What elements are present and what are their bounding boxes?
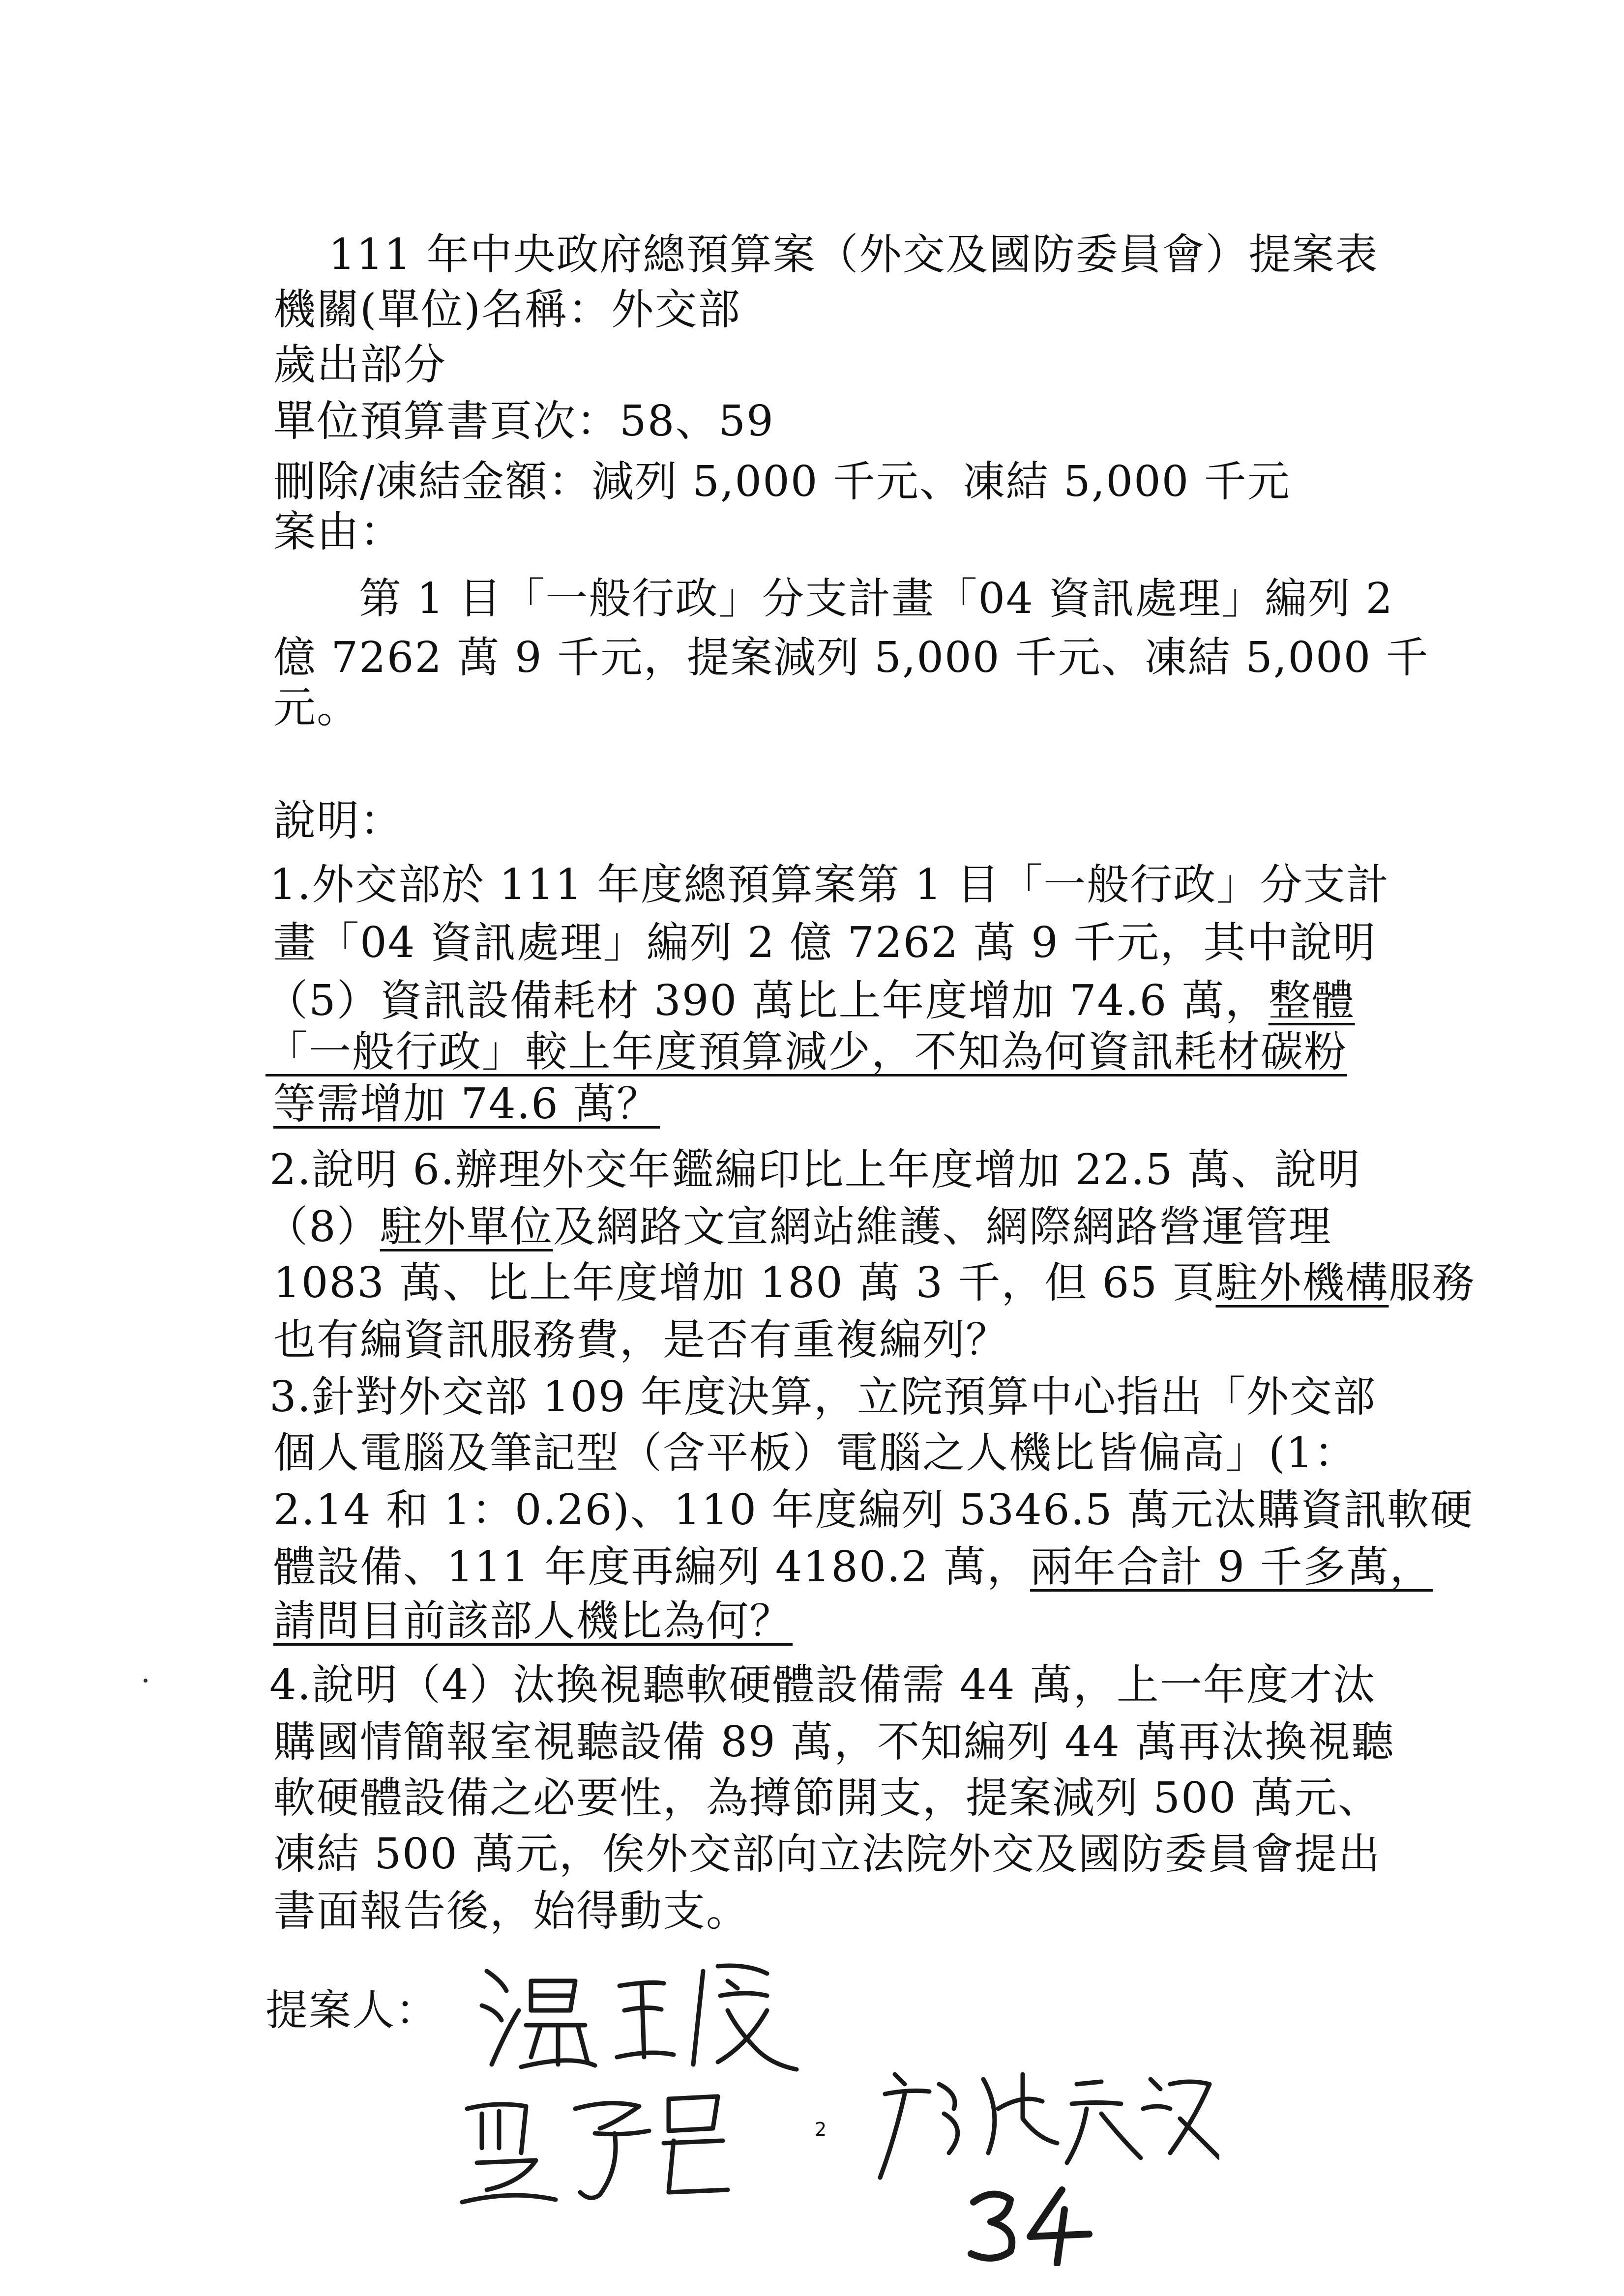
point-3-line: 3.針對外交部 109 年度決算，立院預算中心指出「外交部 [269,1372,1376,1422]
page-number: 2 [815,2119,827,2140]
handwritten-page-number [964,2182,1101,2266]
reason-text-line: 億 7262 萬 9 千元，提案減列 5,000 千元、凍結 5,000 千 [273,633,1429,682]
handwritten-signature [875,2055,1219,2182]
point-2-line: 2.說明 6.辦理外交年鑑編印比上年度增加 22.5 萬、說明 [269,1145,1361,1194]
point-4-line: 凍結 500 萬元，俟外交部向立法院外交及國防委員會提出 [273,1830,1381,1879]
point-2-line: 也有編資訊服務費，是否有重複編列？ [273,1315,1009,1365]
underlined-text: 駐外機構 [1215,1258,1389,1308]
amount-line: 刪除/凍結金額：減列 5,000 千元、凍結 5,000 千元 [273,457,1291,506]
handwritten-signature [452,2079,738,2212]
underlined-text: 整體 [1268,976,1355,1025]
point-4-line: 軟硬體設備之必要性，為撙節開支，提案減列 500 萬元、 [273,1773,1381,1823]
point-3-line: 個人電腦及筆記型（含平板）電腦之人機比皆偏高」(1： [273,1428,1358,1478]
section-line: 歲出部分 [273,340,446,389]
underlined-text: 兩年合計 9 千多萬， [1030,1542,1433,1592]
point-4-line: 購國情簡報室視聽設備 89 萬，不知編列 44 萬再汰換視聽 [273,1717,1395,1767]
point-1-line: （5）資訊設備耗材 390 萬比上年度增加 74.6 萬，整體 [266,976,1355,1025]
point-3-line: 體設備、111 年度再編列 4180.2 萬，兩年合計 9 千多萬， [273,1542,1433,1592]
underlined-text: 駐外單位 [380,1202,553,1251]
reason-text-line: 第 1 目「一般行政」分支計畫「04 資訊處理」編列 2 [359,574,1394,623]
handwritten-signature [472,1951,826,2074]
point-2-line: 1083 萬、比上年度增加 180 萬 3 千，但 65 頁駐外機構服務 [273,1258,1476,1308]
point-1-line: 畫「04 資訊處理」編列 2 億 7262 萬 9 千元，其中說明 [273,918,1377,967]
point-2-line: （8）駐外單位及網路文宣網站維護、網際網路營運管理 [266,1202,1332,1251]
explanation-label: 說明： [273,796,403,845]
budget-pages-line: 單位預算書頁次：58、59 [273,397,774,446]
agency-line: 機關(單位)名稱：外交部 [273,285,741,334]
point-1-line: 1.外交部於 111 年度總預算案第 1 目「一般行政」分支計 [269,860,1390,909]
scan-speck [144,1679,148,1683]
reason-label: 案由： [273,507,403,556]
point-3-underlined-line: 請問目前該部人機比為何？ [273,1597,793,1646]
point-1-underlined-line: 「一般行政」較上年度預算減少，不知為何資訊耗材碳粉 [266,1027,1347,1076]
point-1-underlined-line: 等需增加 74.6 萬？ [273,1079,660,1129]
proposer-label: 提案人： [266,1986,439,2035]
point-4-line: 4.說明（4）汰換視聽軟硬體設備需 44 萬，上一年度才汰 [269,1660,1376,1710]
document-title: 111 年中央政府總預算案（外交及國防委員會）提案表 [328,230,1379,279]
reason-text-line: 元。 [273,683,360,732]
point-3-line: 2.14 和 1：0.26)、110 年度編列 5346.5 萬元汰購資訊軟硬 [273,1485,1474,1535]
point-4-line: 書面報告後，始得動支。 [273,1887,749,1936]
